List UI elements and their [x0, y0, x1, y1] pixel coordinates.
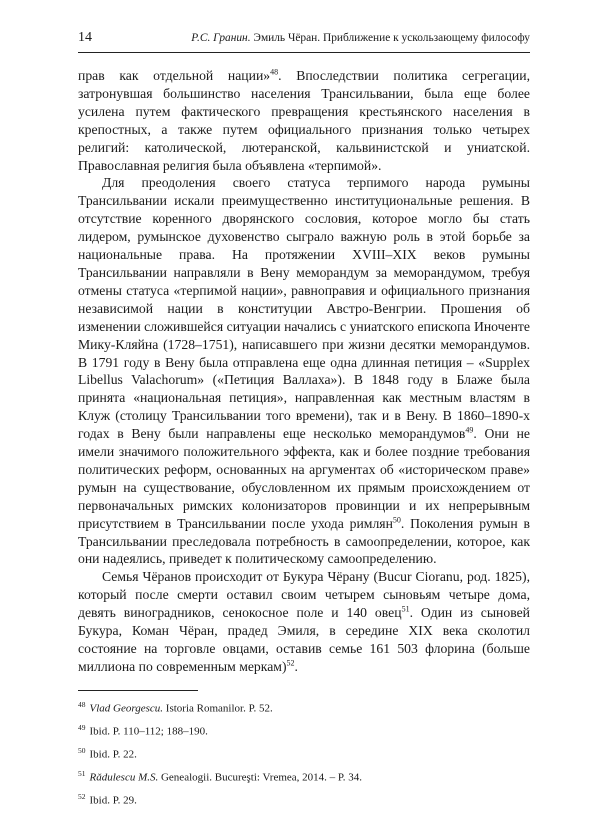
main-text [78, 67, 530, 676]
footnote-number: 48 [78, 699, 86, 709]
text-run: . [294, 658, 298, 674]
footnote-ref: 51 [401, 604, 410, 614]
footnote-text: Ibid. P. 110–112; 188–190. [89, 725, 208, 738]
header-rule [78, 52, 530, 53]
footnote-author: Rădulescu M.S. [89, 771, 159, 784]
text-run: . Поколения румын в Трансильвании преследовала потребность в самоопределении, которое, как они надеялись, приведет к политическому самоопределению. [78, 515, 530, 567]
text-run: прав как отдельной нации» [78, 68, 271, 83]
footnote-ref: 49 [465, 425, 474, 435]
page-number: 14 [78, 30, 92, 45]
footnote-number: 52 [78, 792, 86, 802]
footnote-text: Istoria Romanilor. P. 52. [163, 702, 273, 715]
running-title [191, 32, 530, 44]
text-run: . Один из сыновей Букура, Коман Чёран, прадед Эмиля, в середине XIX века сколотил состояние на торговле овцами, оставив семье 161 503 флорина (больше миллиона по современным меркам) [78, 605, 530, 674]
footnote-text: Ibid. P. 22. [89, 748, 137, 761]
footnote-text: Ibid. P. 29. [89, 795, 137, 808]
footnote-text: Genealogii. Bucureşti: Vremea, 2014. – P. 34. [158, 771, 363, 784]
paragraph [78, 174, 530, 568]
text-run: Для преодоления своего статуса терпимого народа румыны Трансильвании искали преимущественно институциональные решения. В отсутствие коренного дворянского сословия, которое могло бы стать лидером, румынское духовенство сыграло важную роль в этой борьбе за национальные права. На протяжении XVIII–XIX веков румыны Трансильвании направляли в Вену меморандум за меморандумом, требуя отмены статуса «терпимой нации», равноправия и официального признания независимой нации в конституции Австро-Венгрии. Прошения об изменении сложившейся ситуации начались с униатского епископа Иноченте Мику-Кляйна (1728–1751), написавшего при жизни десятки меморандумов. В 1791 году в Вену была отправлена еще одна длинная петиция – «Supplex Libellus Valachorum» («Петиция Валлаха»). В 1848 году в Блаже была принята «национальная петиция», направленная как местным властям в Клуж (столицу Трансильвании того времени), так и в Вену. В 1860–1890-х годах в Вену были направлены еще несколько меморандумов [78, 175, 530, 442]
footnote-number: 51 [78, 769, 86, 779]
footnote-author: Vlad Georgescu. [89, 702, 164, 715]
header-author: Р.С. Гранин. [191, 32, 251, 44]
text-run: . Они не имели значимого положительного эффекта, как и более поздние требования политических реформ, основанных на аргументах об «историческом праве» румын на существование, обусловленном их прямым происхождением от первоначальных римских колонизаторов провинции и их непрерывным присутствием в Трансильвании после ухода римлян [78, 426, 530, 531]
paragraph [78, 67, 530, 174]
footnote-number: 49 [78, 722, 86, 732]
footnote [78, 743, 530, 763]
book-page [78, 30, 530, 813]
text-run: Семья Чёранов происходит от Букура Чёрану (Bucur Cioranu, род. 1825), который после смерти оставил своим четырем сыновьям четыре дома, девять виноградников, сенокосное поле и 140 овец [78, 569, 530, 621]
footnote [78, 697, 530, 717]
footnote-ref: 48 [270, 67, 279, 77]
text-run: . Впоследствии политика сегрегации, затронувшая большинство населения Трансильвании, была еще более усилена путем фактического превращения крестьянского населения в крепостных, а также путем официального признания только четырех религий: католической, лютеранской, кальвинистской и униатской. Православная религия была объявлена «терпимой». [78, 68, 530, 173]
footnote-rule [78, 690, 198, 691]
paragraph [78, 568, 530, 675]
footnote [78, 766, 530, 786]
footnote-number: 50 [78, 746, 86, 756]
footnote-ref: 50 [392, 515, 401, 525]
footnote [78, 720, 530, 740]
running-header [78, 30, 530, 50]
header-book-title: Эмиль Чёран. Приближение к ускользающему философу [253, 32, 530, 44]
footnote-list [78, 697, 530, 810]
footnote-ref: 52 [286, 658, 295, 668]
footnote [78, 789, 530, 809]
